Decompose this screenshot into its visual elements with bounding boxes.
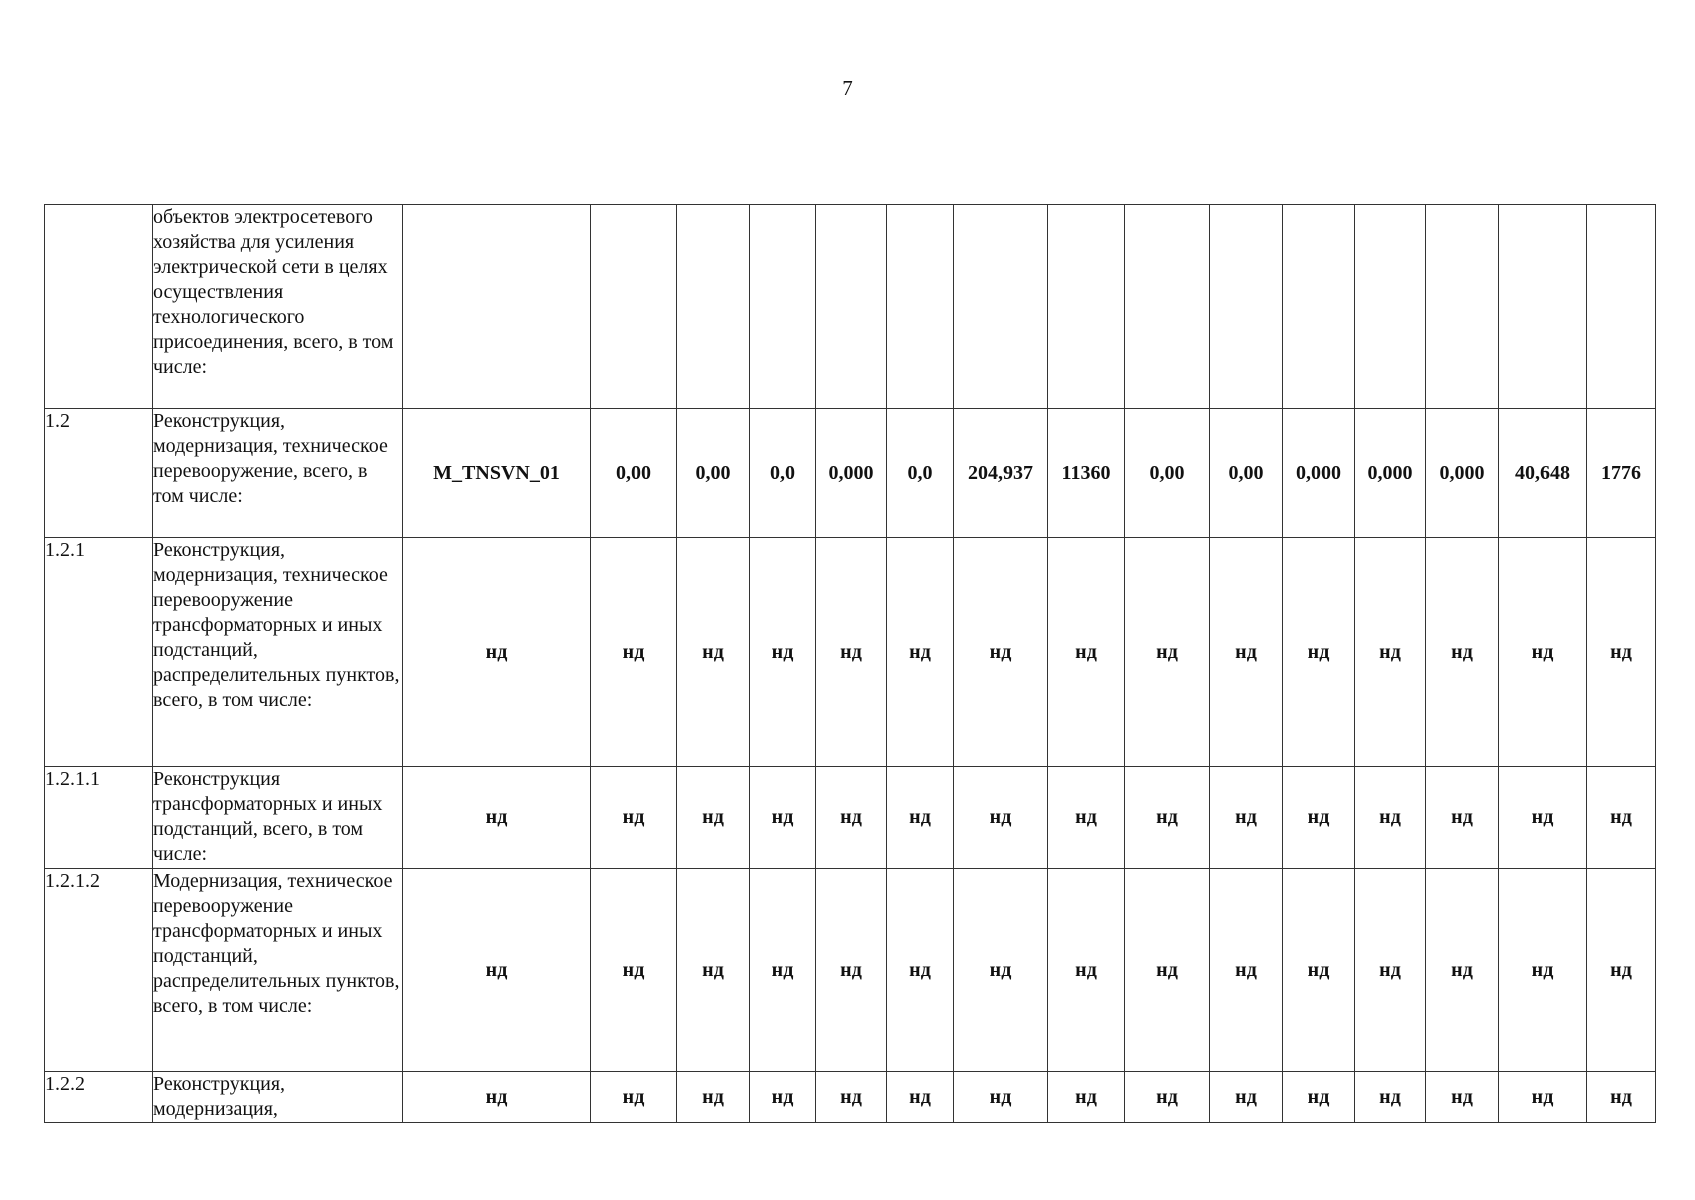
value-cell: нд	[750, 1072, 816, 1123]
row-number-cell: 1.2.1.1	[45, 767, 153, 869]
value-cell: нд	[887, 869, 954, 1072]
value-cell: нд	[591, 538, 677, 767]
value-cell: нд	[1283, 869, 1355, 1072]
value-cell	[1210, 205, 1283, 409]
project-code-cell: нд	[403, 1072, 591, 1123]
row-number-cell: 1.2.1	[45, 538, 153, 767]
value-cell: нд	[816, 1072, 887, 1123]
value-cell	[1125, 205, 1210, 409]
value-cell: нд	[1499, 869, 1587, 1072]
value-cell	[1355, 205, 1426, 409]
value-cell: нд	[1125, 538, 1210, 767]
value-cell: нд	[1125, 869, 1210, 1072]
value-cell: нд	[1048, 767, 1125, 869]
value-cell	[954, 205, 1048, 409]
value-cell	[1283, 205, 1355, 409]
value-cell: 0,00	[1125, 409, 1210, 538]
project-code-cell: нд	[403, 767, 591, 869]
row-number-cell: 1.2.2	[45, 1072, 153, 1123]
value-cell: нд	[1210, 869, 1283, 1072]
value-cell: нд	[1355, 767, 1426, 869]
table-row	[45, 409, 1656, 538]
value-cell: нд	[1210, 1072, 1283, 1123]
value-cell: нд	[1426, 538, 1499, 767]
row-number-cell: 1.2.1.2	[45, 869, 153, 1072]
value-cell: нд	[1587, 767, 1656, 869]
project-code-cell: нд	[403, 538, 591, 767]
row-name-cell: Реконструкция, модернизация, техническое перевооружение, всего, в том числе:	[153, 409, 403, 538]
value-cell: нд	[1355, 869, 1426, 1072]
value-cell: нд	[954, 767, 1048, 869]
value-cell: нд	[1210, 767, 1283, 869]
investment-program-table	[44, 204, 1656, 1123]
value-cell: 0,000	[816, 409, 887, 538]
value-cell	[1499, 205, 1587, 409]
value-cell	[816, 205, 887, 409]
project-code-cell	[403, 205, 591, 409]
project-code-cell: нд	[403, 869, 591, 1072]
value-cell: нд	[591, 869, 677, 1072]
value-cell: 40,648	[1499, 409, 1587, 538]
value-cell: нд	[1355, 1072, 1426, 1123]
table-row	[45, 869, 1656, 1072]
value-cell: нд	[1355, 538, 1426, 767]
value-cell: 0,000	[1355, 409, 1426, 538]
value-cell: 0,00	[591, 409, 677, 538]
value-cell: 0,00	[677, 409, 750, 538]
value-cell: нд	[1587, 1072, 1656, 1123]
value-cell: нд	[954, 538, 1048, 767]
value-cell	[1587, 205, 1656, 409]
value-cell: нд	[887, 767, 954, 869]
value-cell: нд	[591, 767, 677, 869]
value-cell: нд	[1587, 869, 1656, 1072]
value-cell: нд	[816, 538, 887, 767]
table-row	[45, 1072, 1656, 1123]
value-cell: нд	[1587, 538, 1656, 767]
value-cell: 0,0	[887, 409, 954, 538]
value-cell: нд	[1048, 869, 1125, 1072]
value-cell: 11360	[1048, 409, 1125, 538]
value-cell: нд	[1283, 538, 1355, 767]
value-cell: нд	[1283, 1072, 1355, 1123]
value-cell: 0,0	[750, 409, 816, 538]
table-row	[45, 205, 1656, 409]
value-cell: 1776	[1587, 409, 1656, 538]
value-cell	[591, 205, 677, 409]
row-name-cell: Реконструкция трансформаторных и иных подстанций, всего, в том числе:	[153, 767, 403, 869]
value-cell: нд	[1499, 767, 1587, 869]
value-cell: нд	[677, 1072, 750, 1123]
value-cell: нд	[816, 767, 887, 869]
value-cell	[677, 205, 750, 409]
value-cell: нд	[954, 869, 1048, 1072]
value-cell: нд	[591, 1072, 677, 1123]
value-cell: нд	[1048, 1072, 1125, 1123]
value-cell: нд	[677, 869, 750, 1072]
row-name-cell: Реконструкция, модернизация, техническое перевооружение трансформаторных и иных подстанций, распределительных пунктов, всего, в том числе:	[153, 538, 403, 767]
value-cell: нд	[1426, 767, 1499, 869]
value-cell: нд	[677, 538, 750, 767]
row-name-cell: Модернизация, техническое перевооружение трансформаторных и иных подстанций, распределительных пунктов, всего, в том числе:	[153, 869, 403, 1072]
value-cell: нд	[1499, 538, 1587, 767]
row-number-cell: 1.2	[45, 409, 153, 538]
value-cell: 0,000	[1283, 409, 1355, 538]
value-cell: нд	[750, 538, 816, 767]
value-cell: нд	[887, 538, 954, 767]
value-cell: нд	[1048, 538, 1125, 767]
table-row	[45, 767, 1656, 869]
row-number-cell	[45, 205, 153, 409]
value-cell: 0,000	[1426, 409, 1499, 538]
value-cell: нд	[1125, 767, 1210, 869]
value-cell: нд	[1426, 1072, 1499, 1123]
value-cell	[1048, 205, 1125, 409]
value-cell	[887, 205, 954, 409]
value-cell	[750, 205, 816, 409]
project-code-cell: M_TNSVN_01	[403, 409, 591, 538]
value-cell: нд	[1426, 869, 1499, 1072]
value-cell: нд	[1125, 1072, 1210, 1123]
page-number: 7	[842, 76, 853, 100]
value-cell: нд	[816, 869, 887, 1072]
value-cell	[1426, 205, 1499, 409]
value-cell: нд	[954, 1072, 1048, 1123]
table-row	[45, 538, 1656, 767]
value-cell: 0,00	[1210, 409, 1283, 538]
row-name-cell: Реконструкция, модернизация,	[153, 1072, 403, 1123]
value-cell: нд	[750, 767, 816, 869]
value-cell: нд	[1283, 767, 1355, 869]
value-cell: нд	[750, 869, 816, 1072]
value-cell: нд	[1210, 538, 1283, 767]
value-cell: нд	[677, 767, 750, 869]
value-cell: нд	[887, 1072, 954, 1123]
value-cell: нд	[1499, 1072, 1587, 1123]
value-cell: 204,937	[954, 409, 1048, 538]
row-name-cell: объектов электросетевого хозяйства для усиления электрической сети в целях осуществления технологического присоединения, всего, в том числе:	[153, 205, 403, 409]
